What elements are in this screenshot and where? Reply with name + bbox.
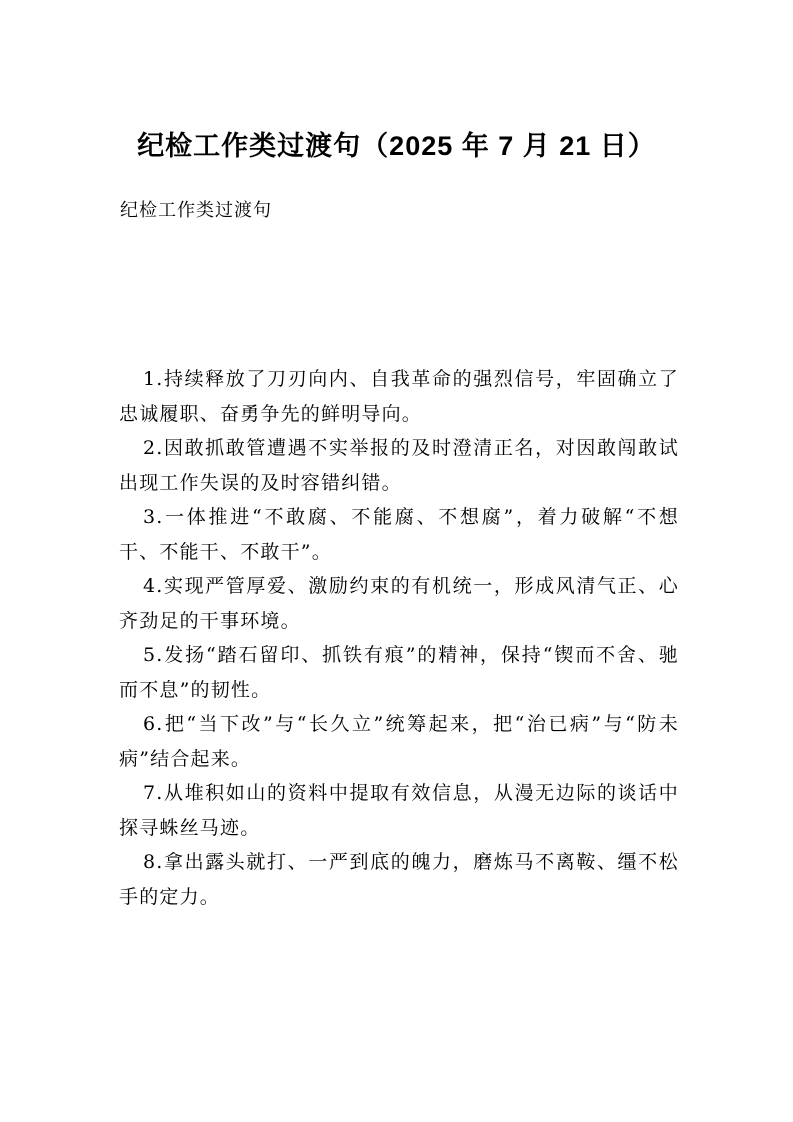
document-subtitle: 纪检工作类过渡句 bbox=[120, 200, 272, 221]
sentence-item-3: 3.一体推进“不敢腐、不能腐、不想腐”，着力破解“不想干、不能干、不敢干”。 bbox=[119, 506, 679, 563]
sentence-item-5: 5.发扬“踏石留印、抓铁有痕”的精神，保持“锲而不舍、驰而不息”的韧性。 bbox=[119, 644, 679, 701]
sentence-item-4: 4.实现严管厚爱、激励约束的有机统一，形成风清气正、心齐劲足的干事环境。 bbox=[119, 575, 679, 632]
document-title: 纪检工作类过渡句（2025 年 7 月 21 日） bbox=[137, 131, 656, 161]
sentence-item-6: 6.把“当下改”与“长久立”统筹起来，把“治已病”与“防未病”结合起来。 bbox=[119, 713, 679, 770]
sentence-item-1: 1.持续释放了刀刃向内、自我革命的强烈信号，牢固确立了忠诚履职、奋勇争先的鲜明导向。 bbox=[119, 368, 679, 425]
sentence-item-7: 7.从堆积如山的资料中提取有效信息，从漫无边际的谈话中探寻蛛丝马迹。 bbox=[119, 782, 679, 839]
sentence-item-8: 8.拿出露头就打、一严到底的魄力，磨炼马不离鞍、缰不松手的定力。 bbox=[119, 851, 679, 908]
sentence-list bbox=[119, 362, 679, 914]
sentence-item-2: 2.因敢抓敢管遭遇不实举报的及时澄清正名，对因敢闯敢试出现工作失误的及时容错纠错。 bbox=[119, 437, 679, 494]
